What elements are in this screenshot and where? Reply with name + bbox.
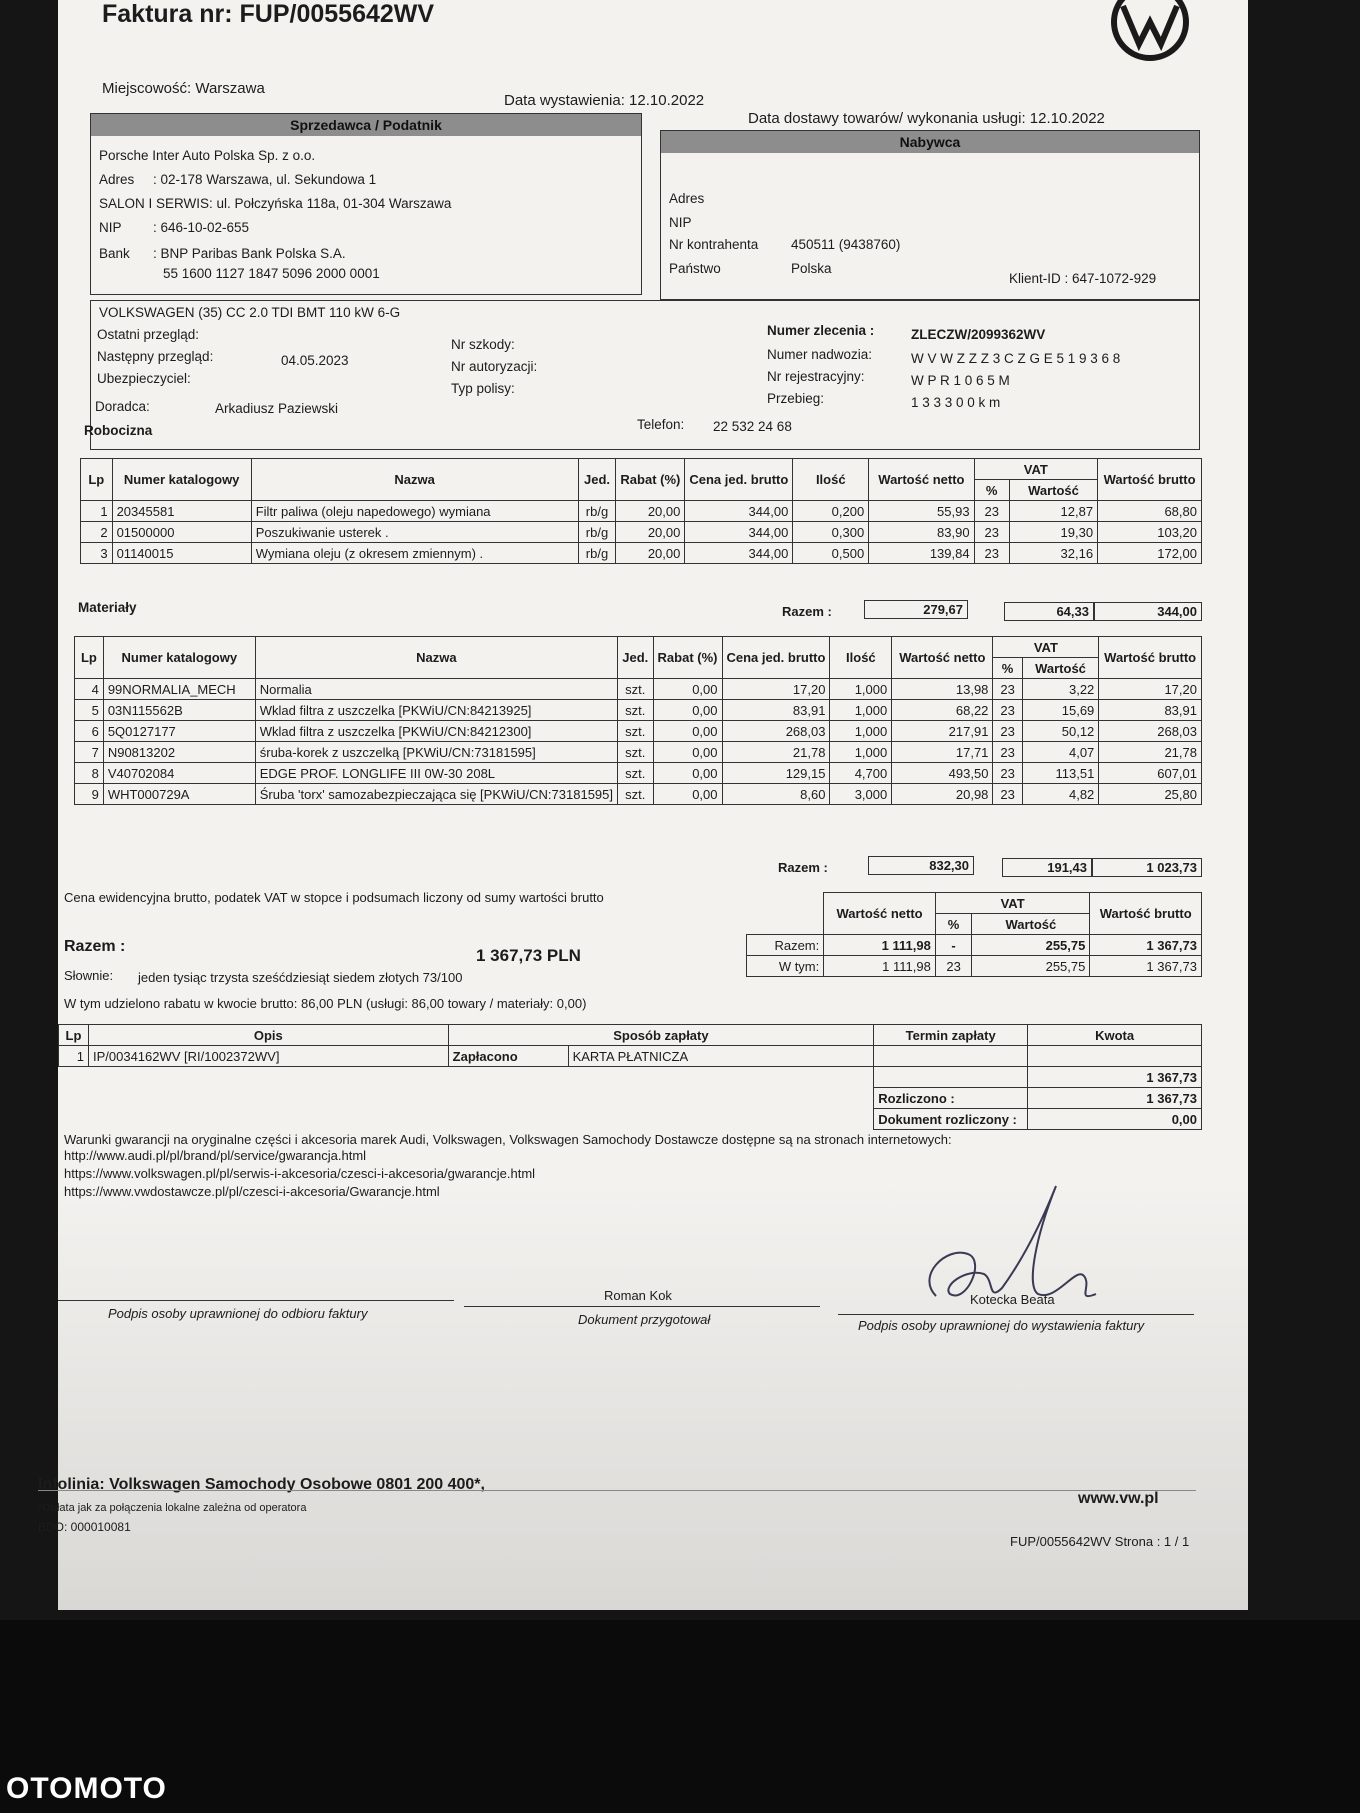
prepared-signature-line (464, 1306, 820, 1307)
grand-total-amount: 1 367,73 PLN (476, 946, 581, 965)
cell-net: 68,22 (892, 700, 993, 721)
sum-col-vat-value: Wartość (972, 914, 1090, 935)
cell-qty: 1,000 (830, 700, 892, 721)
damage-label: Nr szkody: (451, 337, 515, 352)
sum-row-detail-gross: 1 367,73 (1090, 956, 1202, 977)
phone: 22 532 24 68 (713, 419, 792, 434)
sum-row-detail (747, 956, 1202, 977)
sum-row-detail-vat: 255,75 (972, 956, 1090, 977)
cell-discount: 20,00 (616, 543, 685, 564)
issue-date: Data wystawienia: 12.10.2022 (504, 92, 705, 109)
cell-gross: 607,01 (1099, 763, 1202, 784)
col-catalog: Numer katalogowy (112, 459, 251, 501)
vat-summary-table (746, 892, 1202, 977)
cell-net: 493,50 (892, 763, 993, 784)
cell-price: 344,00 (685, 543, 793, 564)
sum-row-detail-label: W tym: (747, 956, 824, 977)
cell-discount: 0,00 (653, 784, 722, 805)
cell-unit: szt. (618, 784, 654, 805)
materials-total-label: Razem : (778, 860, 828, 875)
cell-vat-value: 32,16 (1009, 543, 1097, 564)
col-vat-pct: % (993, 658, 1022, 679)
pay-col-lp: Lp (59, 1025, 89, 1046)
reg-label: Nr rejestracyjny: (767, 369, 865, 384)
cell-gross: 21,78 (1099, 742, 1202, 763)
col-vat-value: Wartość (1022, 658, 1099, 679)
cell-qty: 3,000 (830, 784, 892, 805)
cell-vat-value: 113,51 (1022, 763, 1099, 784)
cell-lp: 5 (75, 700, 104, 721)
seller-nip-label: NIP (99, 220, 122, 235)
cell-gross: 103,20 (1098, 522, 1202, 543)
buyer-nip-label: NIP (669, 215, 692, 230)
cell-name: Filtr paliwa (oleju napedowego) wymiana (251, 501, 578, 522)
auth-label: Nr autoryzacji: (451, 359, 538, 374)
cell-catalog: 01140015 (112, 543, 251, 564)
sum-row-total-gross: 1 367,73 (1090, 935, 1202, 956)
cell-qty: 1,000 (830, 721, 892, 742)
cell-vat-value: 4,82 (1022, 784, 1099, 805)
cell-net: 83,90 (869, 522, 974, 543)
seller-salon: SALON I SERWIS: ul. Połczyńska 118a, 01-304 Warszawa (99, 196, 452, 211)
cell-vat-value: 3,22 (1022, 679, 1099, 700)
materials-row (75, 700, 1202, 721)
otomoto-watermark: OTOMOTO (6, 1772, 167, 1805)
cell-unit: rb/g (578, 501, 616, 522)
doc-settled-amount: 0,00 (1028, 1109, 1202, 1130)
pay-lp: 1 (59, 1046, 89, 1067)
in-words: jeden tysiąc trzysta sześćdziesiąt siedem złotych 73/100 (138, 970, 463, 985)
col-net: Wartość netto (869, 459, 974, 501)
col-vat-pct: % (974, 480, 1009, 501)
sum-row-detail-pct: 23 (935, 956, 971, 977)
col-catalog: Numer katalogowy (103, 637, 255, 679)
labour-table (80, 458, 1202, 564)
cell-qty: 0,200 (793, 501, 869, 522)
col-qty: Ilość (793, 459, 869, 501)
materials-section-title: Materiały (78, 600, 137, 615)
order-label: Numer zlecenia : (767, 323, 875, 338)
cell-name: Wklad filtra z uszczelka [PKWiU/CN:84213925] (255, 700, 617, 721)
issuer-signature-line (838, 1314, 1194, 1315)
cell-gross: 17,20 (1099, 679, 1202, 700)
in-words-label: Słownie: (64, 968, 114, 983)
cell-name: Poszukiwanie usterek . (251, 522, 578, 543)
cell-lp: 4 (75, 679, 104, 700)
cell-name: Normalia (255, 679, 617, 700)
cell-discount: 0,00 (653, 742, 722, 763)
prepared-by-label: Dokument przygotował (578, 1312, 711, 1327)
cell-lp: 7 (75, 742, 104, 763)
col-gross: Wartość brutto (1098, 459, 1202, 501)
col-lp: Lp (81, 459, 113, 501)
cell-price: 17,20 (722, 679, 830, 700)
labour-row (81, 543, 1202, 564)
cell-catalog: 01500000 (112, 522, 251, 543)
warranty-url-audi: http://www.audi.pl/pl/brand/pl/service/gwarancja.html (64, 1148, 367, 1163)
col-vat-value: Wartość (1009, 480, 1097, 501)
cell-price: 344,00 (685, 501, 793, 522)
buyer-client-id: Klient-ID : 647-1072-929 (1009, 271, 1157, 286)
col-discount: Rabat (%) (616, 459, 685, 501)
seller-heading: Sprzedawca / Podatnik (91, 114, 641, 136)
cell-unit: szt. (618, 679, 654, 700)
seller-account: 55 1600 1127 1847 5096 2000 0001 (163, 266, 380, 281)
cell-qty: 0,300 (793, 522, 869, 543)
cell-qty: 1,000 (830, 679, 892, 700)
cell-net: 139,84 (869, 543, 974, 564)
footer-rule (38, 1490, 1196, 1491)
cell-price: 21,78 (722, 742, 830, 763)
cell-price: 268,03 (722, 721, 830, 742)
cell-vat-pct: 23 (993, 763, 1022, 784)
cell-net: 17,71 (892, 742, 993, 763)
cell-catalog: 5Q0127177 (103, 721, 255, 742)
delivery-date: Data dostawy towarów/ wykonania usługi: 12.10.2022 (748, 110, 1105, 127)
buyer-address-label: Adres (669, 191, 705, 206)
cell-name: Wklad filtra z uszczelka [PKWiU/CN:84212300] (255, 721, 617, 742)
col-unit: Jed. (578, 459, 616, 501)
col-lp: Lp (75, 637, 104, 679)
cell-gross: 83,91 (1099, 700, 1202, 721)
sum-col-pct: % (935, 914, 971, 935)
cell-name: śruba-korek z uszczelką [PKWiU/CN:73181595] (255, 742, 617, 763)
sum-row-total-net: 1 111,98 (824, 935, 936, 956)
settled-label: Rozliczono : (874, 1088, 1028, 1109)
cell-vat-value: 4,07 (1022, 742, 1099, 763)
labour-total-vat: 64,33 (1004, 602, 1094, 621)
materials-total-gross: 1 023,73 (1092, 858, 1202, 877)
grand-total-label: Razem : (64, 938, 126, 955)
materials-total-vat: 191,43 (1002, 858, 1092, 877)
cell-net: 217,91 (892, 721, 993, 742)
seller-address-label: Adres (99, 172, 135, 187)
cell-catalog: V40702084 (103, 763, 255, 784)
seller-nip: : 646-10-02-655 (153, 220, 250, 235)
cell-discount: 0,00 (653, 700, 722, 721)
warranty-url-vw: https://www.volkswagen.pl/pl/serwis-i-akcesoria/czesci-i-akcesoria/gwarancje.html (64, 1166, 536, 1181)
sum-row-total-pct: - (935, 935, 971, 956)
warranty-url-vwd: https://www.vwdostawcze.pl/pl/czesci-i-akcesoria/Gwarancje.html (64, 1184, 440, 1199)
pay-method: KARTA PŁATNICZA (568, 1046, 874, 1067)
cell-net: 20,98 (892, 784, 993, 805)
footer-note: *Opłata jak za połączenia lokalne zależna od operatora (38, 1502, 307, 1514)
cell-name: EDGE PROF. LONGLIFE III 0W-30 208L (255, 763, 617, 784)
cell-unit: szt. (618, 700, 654, 721)
col-price: Cena jed. brutto (722, 637, 830, 679)
cell-unit: szt. (618, 763, 654, 784)
order-number: ZLECZW/2099362WV (911, 327, 1046, 342)
cell-price: 83,91 (722, 700, 830, 721)
policy-label: Typ polisy: (451, 381, 515, 396)
col-qty: Ilość (830, 637, 892, 679)
cell-catalog: N90813202 (103, 742, 255, 763)
discount-note: W tym udzielono rabatu w kwocie brutto: 86,00 PLN (usługi: 86,00 towary / materiały: 0,00) (64, 996, 587, 1011)
cell-vat-pct: 23 (974, 501, 1009, 522)
page-number: FUP/0055642WV Strona : 1 / 1 (1010, 1534, 1190, 1549)
col-name: Nazwa (255, 637, 617, 679)
settled-amount: 1 367,73 (1028, 1088, 1202, 1109)
cell-discount: 0,00 (653, 679, 722, 700)
labour-row (81, 522, 1202, 543)
col-unit: Jed. (618, 637, 654, 679)
seller-company: Porsche Inter Auto Polska Sp. z o.o. (99, 148, 316, 163)
issuer-name: Kotecka Beata (970, 1292, 1055, 1307)
cell-unit: szt. (618, 742, 654, 763)
pay-desc: IP/0034162WV [RI/1002372WV] (88, 1046, 448, 1067)
insurer-label: Ubezpieczyciel: (97, 371, 191, 386)
cell-price: 129,15 (722, 763, 830, 784)
cell-catalog: 20345581 (112, 501, 251, 522)
reg-number: W P R 1 0 6 5 M (911, 373, 1010, 388)
cell-price: 8,60 (722, 784, 830, 805)
pay-col-term: Termin zapłaty (874, 1025, 1028, 1046)
cell-lp: 8 (75, 763, 104, 784)
infoline: Infolinia: Volkswagen Samochody Osobowe 0801 200 400*, (38, 1476, 485, 1493)
sum-row-total (747, 935, 1202, 956)
cell-discount: 20,00 (616, 522, 685, 543)
cell-vat-pct: 23 (993, 784, 1022, 805)
last-service-label: Ostatni przegląd: (97, 327, 200, 342)
cell-vat-value: 15,69 (1022, 700, 1099, 721)
advisor-label: Doradca: (95, 399, 150, 414)
warranty-text: Warunki gwarancji na oryginalne części i akcesoria marek Audi, Volkswagen, Volkswagen Samochody Dostawcze dostępne są na stronach internetowych: (64, 1132, 952, 1147)
advisor: Arkadiusz Paziewski (215, 401, 339, 416)
cell-vat-pct: 23 (974, 543, 1009, 564)
vehicle-model: VOLKSWAGEN (35) CC 2.0 TDI BMT 110 kW 6-G (99, 305, 401, 320)
cell-lp: 3 (81, 543, 113, 564)
cell-vat-value: 19,30 (1009, 522, 1097, 543)
col-price: Cena jed. brutto (685, 459, 793, 501)
cell-catalog: 03N115562B (103, 700, 255, 721)
cell-gross: 25,80 (1099, 784, 1202, 805)
website: www.vw.pl (1078, 1490, 1159, 1507)
vw-logo-icon (1103, 0, 1197, 62)
cell-net: 13,98 (892, 679, 993, 700)
sum-row-detail-net: 1 111,98 (824, 956, 936, 977)
bdo-number: BDO: 000010081 (38, 1520, 131, 1534)
labour-total-gross: 344,00 (1094, 602, 1202, 621)
cell-net: 55,93 (869, 501, 974, 522)
pay-status: Zapłacono (448, 1046, 568, 1067)
cell-name: Wymiana oleju (z okresem zmiennym) . (251, 543, 578, 564)
cell-vat-value: 50,12 (1022, 721, 1099, 742)
labour-total-net: 279,67 (864, 600, 968, 619)
cell-lp: 9 (75, 784, 104, 805)
next-service-label: Następny przegląd: (97, 349, 214, 364)
materials-row (75, 763, 1202, 784)
price-note: Cena ewidencyjna brutto, podatek VAT w stopce i podsumach liczony od sumy wartości brutto (64, 890, 604, 905)
prepared-by-name: Roman Kok (604, 1288, 672, 1303)
cell-discount: 0,00 (653, 721, 722, 742)
cell-catalog: 99NORMALIA_MECH (103, 679, 255, 700)
cell-discount: 0,00 (653, 763, 722, 784)
pay-col-amount: Kwota (1028, 1025, 1202, 1046)
cell-qty: 4,700 (830, 763, 892, 784)
sum-col-vat: VAT (935, 893, 1090, 914)
cell-name: Śruba 'torx' samozabezpieczająca się [PKWiU/CN:73181595] (255, 784, 617, 805)
seller-address: : 02-178 Warszawa, ul. Sekundowa 1 (153, 172, 377, 187)
cell-lp: 2 (81, 522, 113, 543)
col-net: Wartość netto (892, 637, 993, 679)
issuer-signature-label: Podpis osoby uprawnionej do wystawienia faktury (858, 1318, 1145, 1333)
cell-unit: rb/g (578, 522, 616, 543)
sum-col-gross: Wartość brutto (1090, 893, 1202, 935)
cell-lp: 6 (75, 721, 104, 742)
col-vat: VAT (993, 637, 1099, 658)
invoice-page (38, 0, 1248, 1610)
seller-bank: : BNP Paribas Bank Polska S.A. (153, 246, 346, 261)
buyer-contractor-label: Nr kontrahenta (669, 237, 759, 252)
sum-col-net: Wartość netto (824, 893, 936, 935)
seller-bank-label: Bank (99, 246, 130, 261)
cell-discount: 20,00 (616, 501, 685, 522)
cell-vat-pct: 23 (974, 522, 1009, 543)
materials-row (75, 679, 1202, 700)
materials-row (75, 784, 1202, 805)
buyer-country: Polska (791, 261, 832, 276)
cell-vat-pct: 23 (993, 700, 1022, 721)
materials-total-net: 832,30 (868, 856, 974, 875)
cell-price: 344,00 (685, 522, 793, 543)
cell-unit: szt. (618, 721, 654, 742)
doc-settled-label: Dokument rozliczony : (874, 1109, 1028, 1130)
col-discount: Rabat (%) (653, 637, 722, 679)
payment-table (58, 1024, 1202, 1130)
sum-row-total-vat: 255,75 (972, 935, 1090, 956)
mileage: 1 3 3 3 0 0 k m (911, 395, 1001, 410)
mileage-label: Przebieg: (767, 391, 825, 406)
cell-unit: rb/g (578, 543, 616, 564)
cell-vat-pct: 23 (993, 679, 1022, 700)
phone-label: Telefon: (637, 417, 685, 432)
materials-table (74, 636, 1202, 805)
col-name: Nazwa (251, 459, 578, 501)
cell-lp: 1 (81, 501, 113, 522)
place: Miejscowość: Warszawa (102, 80, 265, 97)
cell-vat-pct: 23 (993, 721, 1022, 742)
invoice-title: Faktura nr: FUP/0055642WV (102, 0, 435, 28)
labour-header-row (81, 459, 1202, 480)
receiver-signature-label: Podpis osoby uprawnionej do odbioru faktury (108, 1306, 368, 1321)
vin-label: Numer nadwozia: (767, 347, 873, 362)
seller-box (90, 113, 642, 295)
labour-section-title: Robocizna (84, 423, 153, 438)
next-service: 04.05.2023 (281, 353, 349, 368)
vehicle-box (90, 300, 1200, 450)
receiver-signature-line (58, 1300, 454, 1301)
cell-gross: 172,00 (1098, 543, 1202, 564)
buyer-heading: Nabywca (661, 131, 1199, 153)
cell-catalog: WHT000729A (103, 784, 255, 805)
cell-gross: 68,80 (1098, 501, 1202, 522)
col-gross: Wartość brutto (1099, 637, 1202, 679)
buyer-country-label: Państwo (669, 261, 721, 276)
payment-row (59, 1046, 1202, 1067)
buyer-box (660, 130, 1200, 300)
cell-vat-pct: 23 (993, 742, 1022, 763)
cell-qty: 1,000 (830, 742, 892, 763)
cell-qty: 0,500 (793, 543, 869, 564)
labour-total-label: Razem : (782, 604, 832, 619)
materials-header-row (75, 637, 1202, 658)
pay-amount: 1 367,73 (1028, 1067, 1202, 1088)
materials-row (75, 742, 1202, 763)
buyer-contractor: 450511 (9438760) (791, 237, 901, 252)
vin: W V W Z Z Z 3 C Z G E 5 1 9 3 6 8 (911, 351, 1121, 366)
pay-col-method: Sposób zapłaty (448, 1025, 874, 1046)
cell-gross: 268,03 (1099, 721, 1202, 742)
labour-row (81, 501, 1202, 522)
cell-vat-value: 12,87 (1009, 501, 1097, 522)
col-vat: VAT (974, 459, 1098, 480)
materials-row (75, 721, 1202, 742)
sum-row-total-label: Razem: (747, 935, 824, 956)
pay-col-desc: Opis (88, 1025, 448, 1046)
